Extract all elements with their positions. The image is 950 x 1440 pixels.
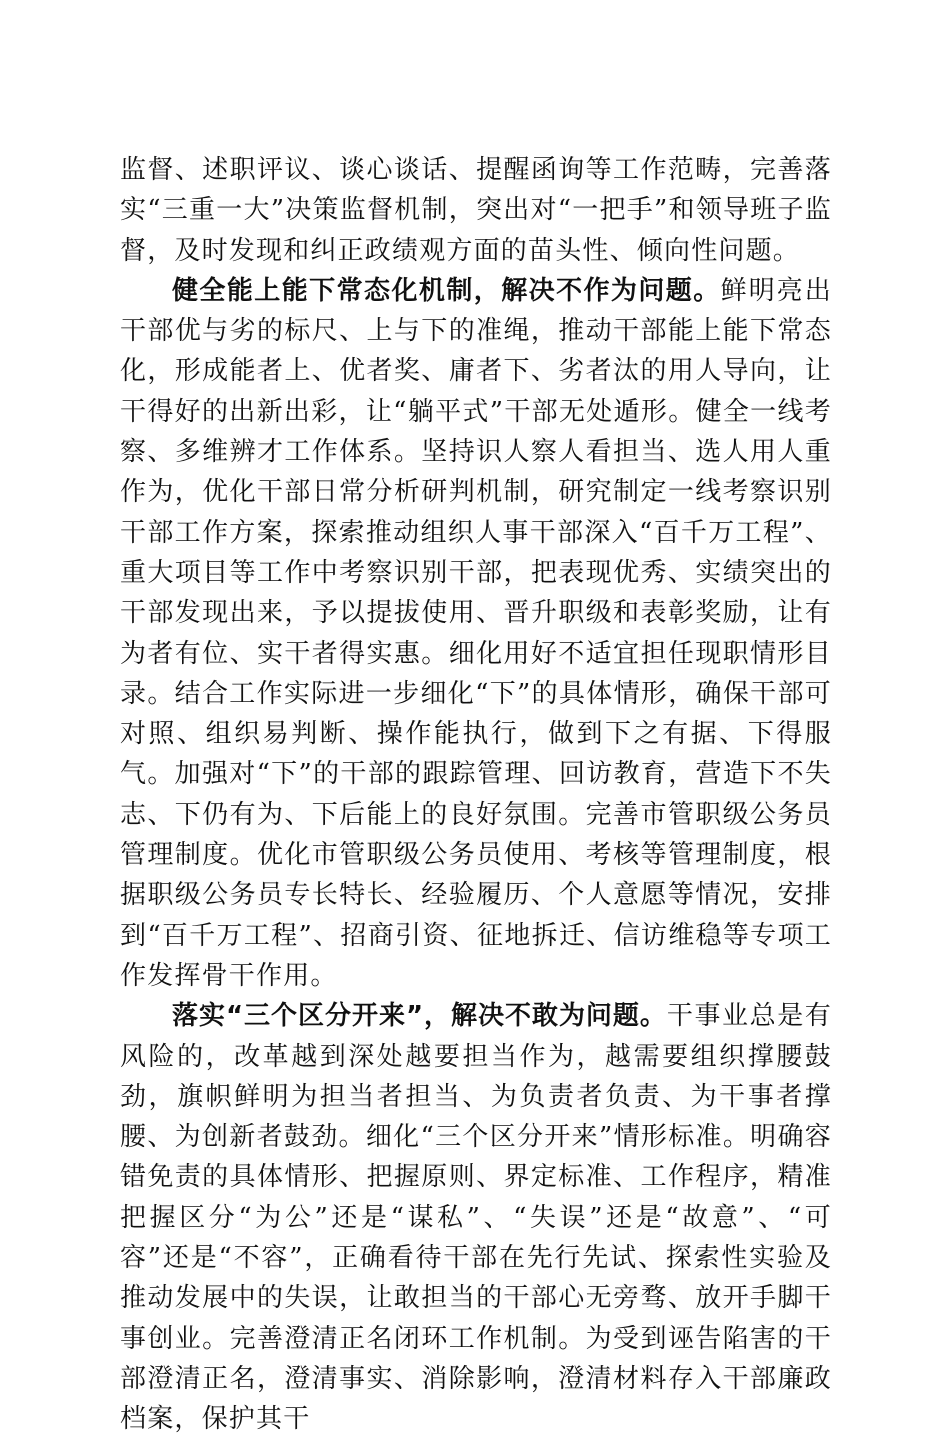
document-body <box>120 150 832 1440</box>
paragraph-promotion-demotion <box>120 271 832 996</box>
paragraph-heading-text: 健全能上能下常态化机制，解决不作为问题。 <box>172 275 721 306</box>
paragraph-body-text: 监督、述职评议、谈心谈话、提醒函询等工作范畴，完善落实“三重一大”决策监督机制，突出对“一把手”和领导班子监督，及时发现和纠正政绩观方面的苗头性、倾向性问题。 <box>120 155 832 266</box>
paragraph-oversight-continuation <box>120 150 832 271</box>
paragraph-body-text: 干事业总是有风险的，改革越到深处越要担当作为，越需要组织撑腰鼓劲，旗帜鲜明为担当者担当、为负责者负责、为干事者撑腰、为创新者鼓劲。细化“三个区分开来”情形标准。明确容错免责的具体情形、把握原则、界定标准、工作程序，精准把握区分“为公”还是“谋私”、“失误”还是“故意”、“可容”还是“不容”，正确看待干部在先行先试、探索性实验及推动发展中的失误，让敢担当的干部心无旁骛、放开手脚干事创业。完善澄清正名闭环工作机制。为受到诬告陷害的干部澄清正名，澄清事实、消除影响，澄清材料存入干部廉政档案，保护其干 <box>120 1001 832 1435</box>
paragraph-heading-text: 落实“三个区分开来”，解决不敢为问题。 <box>172 1001 667 1032</box>
paragraph-three-distinctions <box>120 996 832 1439</box>
paragraph-body-text: 鲜明亮出干部优与劣的标尺、上与下的准绳，推动干部能上能下常态化，形成能者上、优者奖、庸者下、劣者汰的用人导向，让干得好的出新出彩，让“躺平式”干部无处遁形。健全一线考察、多维辨才工作体系。坚持识人察人看担当、选人用人重作为，优化干部日常分析研判机制，研究制定一线考察识别干部工作方案，探索推动组织人事干部深入“百千万工程”、重大项目等工作中考察识别干部，把表现优秀、实绩突出的干部发现出来，予以提拔使用、晋升职级和表彰奖励，让有为者有位、实干者得实惠。细化用好不适宜担任现职情形目录。结合工作实际进一步细化“下”的具体情形，确保干部可对照、组织易判断、操作能执行，做到下之有据、下得服气。加强对“下”的干部的跟踪管理、回访教育，营造下不失志、下仍有为、下后能上的良好氛围。完善市管职级公务员管理制度。优化市管职级公务员使用、考核等管理制度，根据职级公务员专长特长、经验履历、个人意愿等情况，安排到“百千万工程”、招商引资、征地拆迁、信访维稳等专项工作发挥骨干作用。 <box>120 275 832 991</box>
